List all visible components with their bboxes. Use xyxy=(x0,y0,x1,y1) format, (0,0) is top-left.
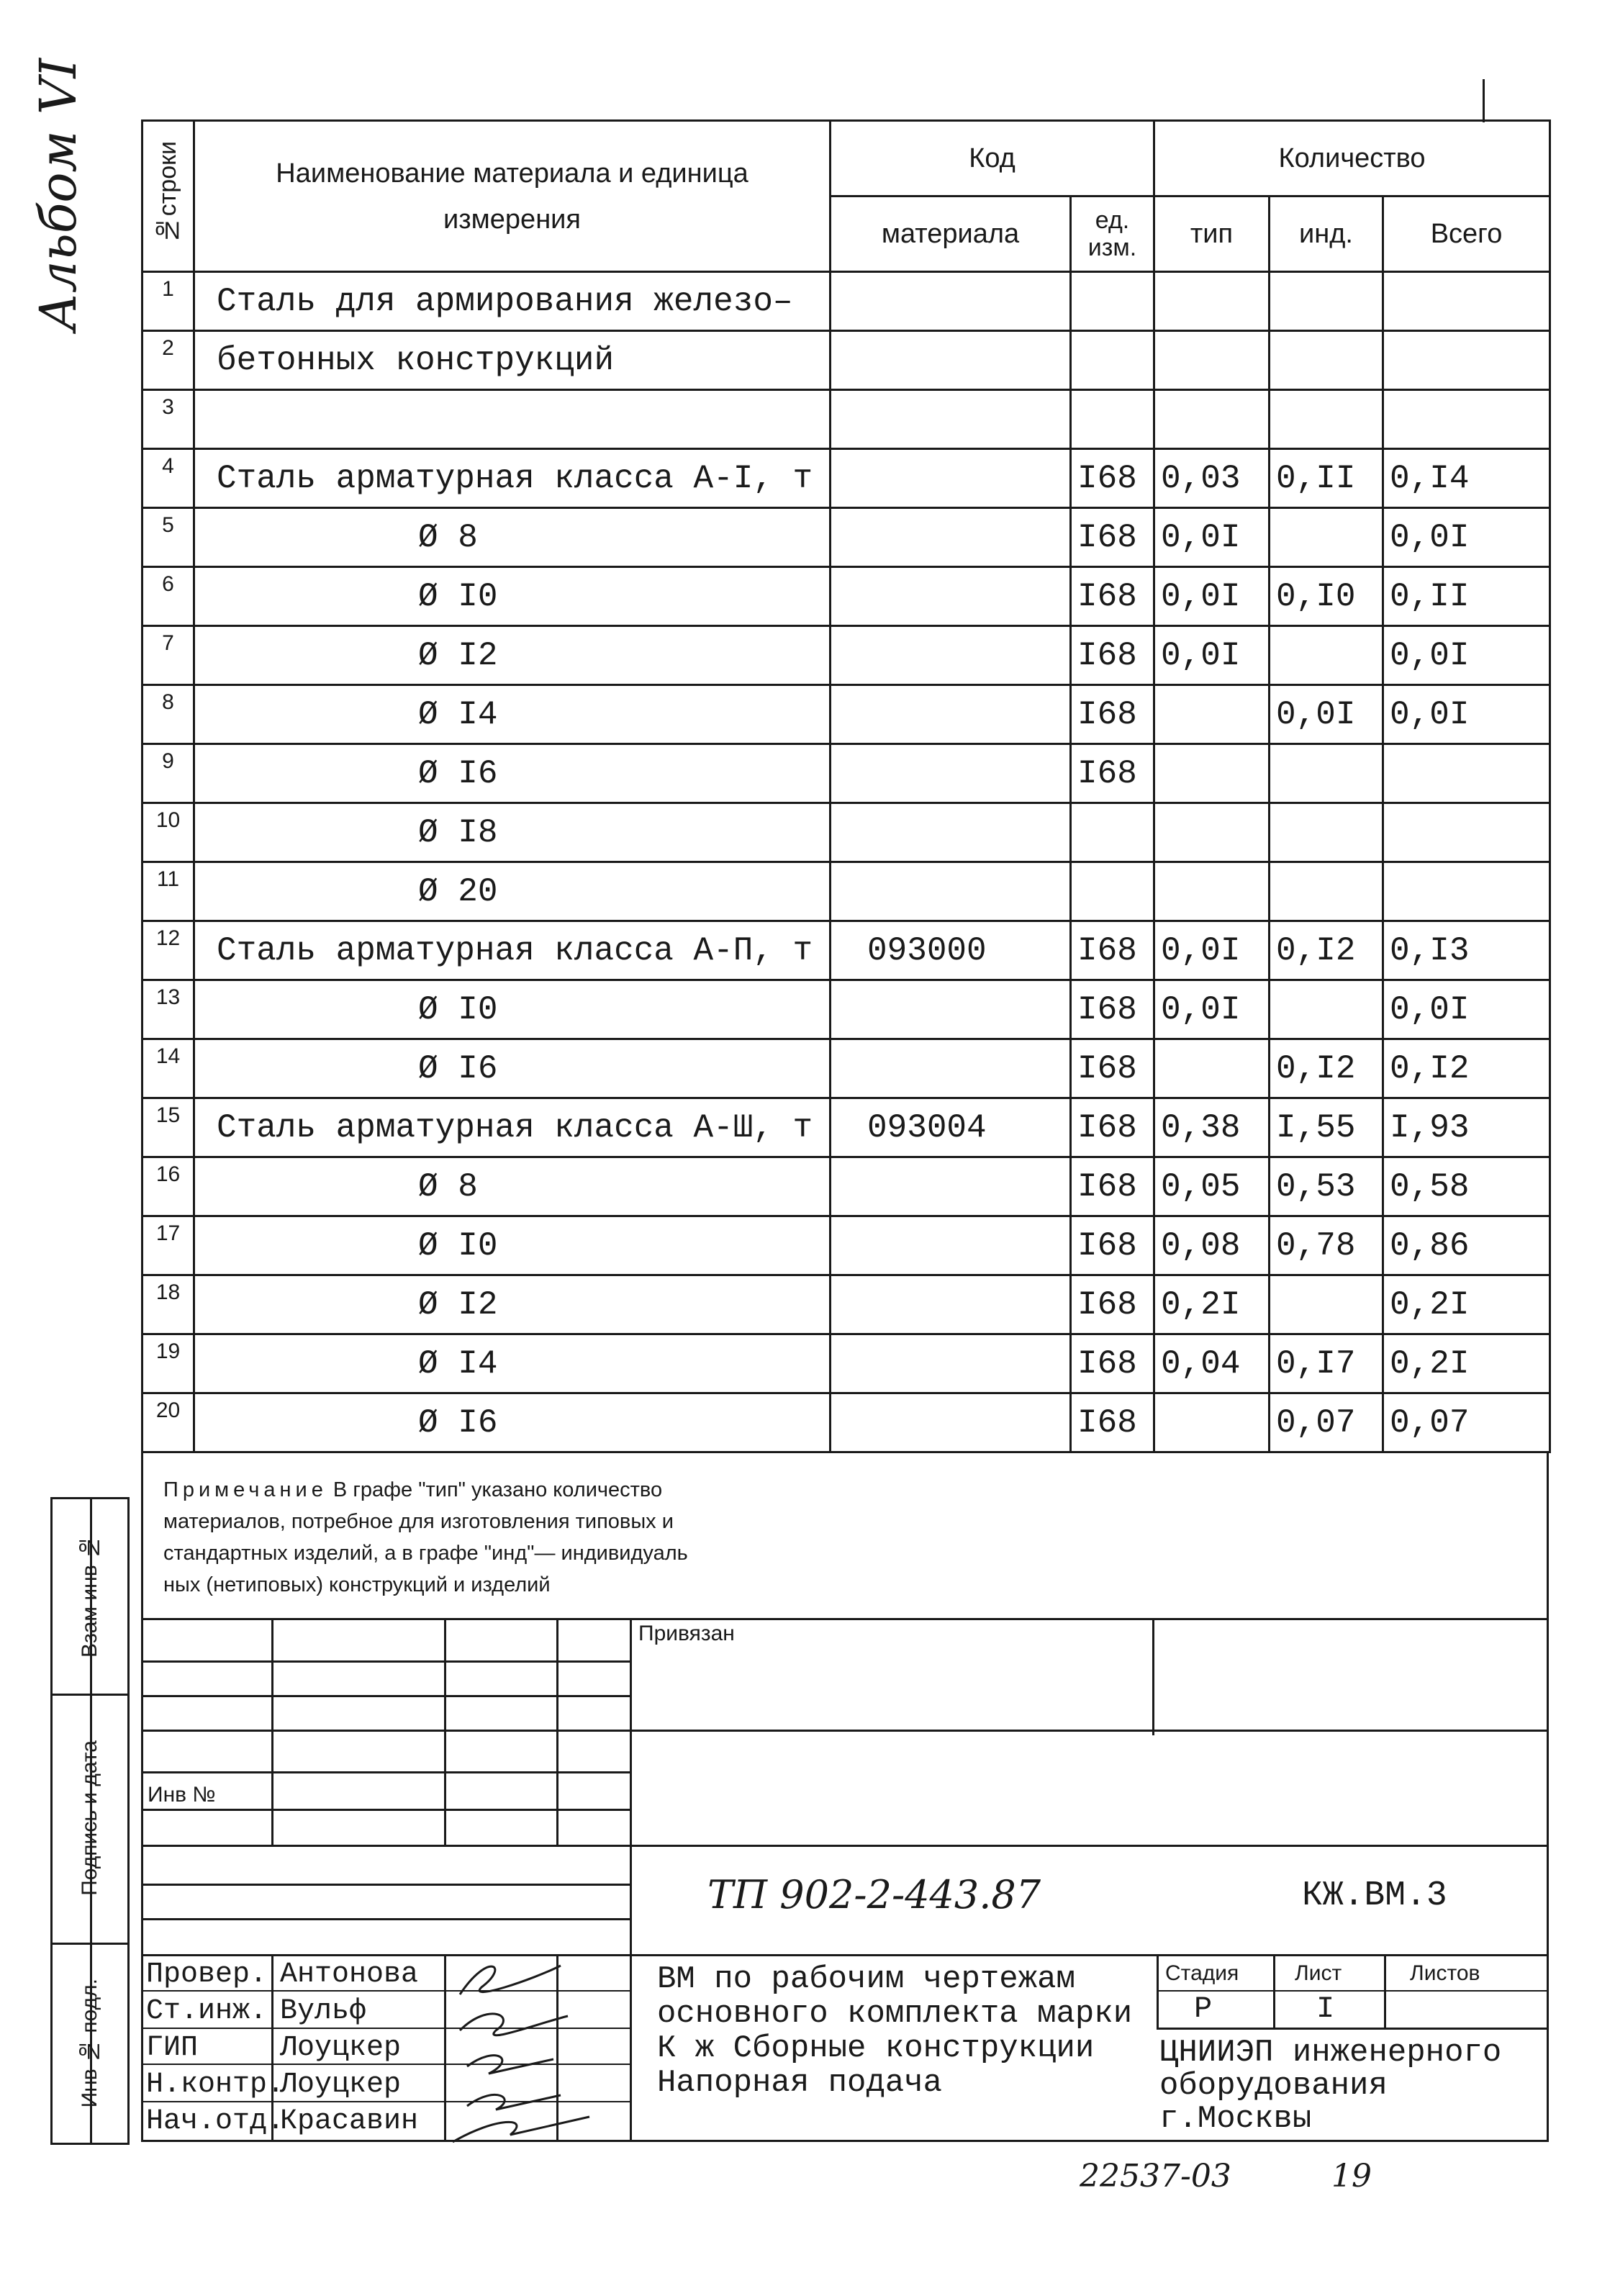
row-unit: I68 xyxy=(1071,1334,1154,1393)
sheet-label: Лист xyxy=(1295,1961,1342,1985)
row-total-qty: 0,I3 xyxy=(1383,921,1550,980)
row-number: 8 xyxy=(142,685,194,744)
table-row xyxy=(142,331,1550,390)
row-ind-qty xyxy=(1270,803,1383,862)
row-code xyxy=(831,744,1071,803)
row-unit: I68 xyxy=(1071,626,1154,685)
row-ind-qty: 0,I2 xyxy=(1270,1039,1383,1098)
table-row xyxy=(142,1334,1550,1393)
row-unit: I68 xyxy=(1071,1157,1154,1216)
signature-scribbles xyxy=(445,1937,633,2146)
row-total-qty: 0,58 xyxy=(1383,1157,1550,1216)
row-name: Ø I6 xyxy=(194,1393,831,1452)
row-name: Ø I6 xyxy=(194,744,831,803)
row-code xyxy=(831,862,1071,921)
row-type-qty: 0,0I xyxy=(1154,567,1270,626)
row-type-qty xyxy=(1154,390,1270,449)
row-unit xyxy=(1071,272,1154,331)
row-code xyxy=(831,1334,1071,1393)
side-cell-inv-podl: Инв № подл. xyxy=(78,1979,101,2108)
desc-line-3: К ж Сборные конструкции xyxy=(657,2030,1095,2066)
row-number: 11 xyxy=(142,862,194,921)
archive-number: 22537-03 xyxy=(1080,2158,1231,2195)
row-name: Ø I8 xyxy=(194,803,831,862)
row-type-qty: 0,0I xyxy=(1154,921,1270,980)
row-number: 19 xyxy=(142,1334,194,1393)
signature-name: Красавин xyxy=(280,2105,419,2138)
row-unit: I68 xyxy=(1071,449,1154,508)
table-row xyxy=(142,272,1550,331)
row-type-qty: 0,04 xyxy=(1154,1334,1270,1393)
page-number: 19 xyxy=(1331,2158,1372,2195)
row-code xyxy=(831,1275,1071,1334)
sheets-label: Листов xyxy=(1410,1961,1480,1985)
row-name: Ø 8 xyxy=(194,508,831,567)
row-total-qty xyxy=(1383,744,1550,803)
header-name: Наименование материала и единица измерения xyxy=(194,121,831,272)
privyazan-label: Привязан xyxy=(638,1622,735,1645)
row-total-qty: 0,86 xyxy=(1383,1216,1550,1275)
row-ind-qty xyxy=(1270,626,1383,685)
row-number: 18 xyxy=(142,1275,194,1334)
row-total-qty: I,93 xyxy=(1383,1098,1550,1157)
row-type-qty: 0,2I xyxy=(1154,1275,1270,1334)
row-unit: I68 xyxy=(1071,1216,1154,1275)
row-unit: I68 xyxy=(1071,744,1154,803)
row-name: Ø I0 xyxy=(194,980,831,1039)
row-unit: I68 xyxy=(1071,1039,1154,1098)
row-code xyxy=(831,1157,1071,1216)
row-number: 5 xyxy=(142,508,194,567)
sheet-value: I xyxy=(1316,1992,1335,2026)
signature-name: Вульф xyxy=(280,1995,367,2028)
table-row xyxy=(142,1275,1550,1334)
row-unit xyxy=(1071,390,1154,449)
row-code xyxy=(831,390,1071,449)
row-number: 3 xyxy=(142,390,194,449)
row-number: 1 xyxy=(142,272,194,331)
table-row xyxy=(142,744,1550,803)
row-name: Ø I0 xyxy=(194,567,831,626)
row-total-qty: 0,0I xyxy=(1383,626,1550,685)
row-unit: I68 xyxy=(1071,1393,1154,1452)
row-code xyxy=(831,1393,1071,1452)
row-ind-qty: 0,II xyxy=(1270,449,1383,508)
row-type-qty xyxy=(1154,803,1270,862)
row-number: 15 xyxy=(142,1098,194,1157)
row-number: 17 xyxy=(142,1216,194,1275)
row-type-qty xyxy=(1154,862,1270,921)
row-number: 7 xyxy=(142,626,194,685)
row-code xyxy=(831,803,1071,862)
signature-role: ГИП xyxy=(146,2032,199,2064)
row-total-qty xyxy=(1383,862,1550,921)
row-ind-qty xyxy=(1270,980,1383,1039)
row-type-qty xyxy=(1154,744,1270,803)
row-total-qty: 0,I2 xyxy=(1383,1039,1550,1098)
row-ind-qty: I,55 xyxy=(1270,1098,1383,1157)
signature-role: Провер. xyxy=(146,1958,268,1991)
row-code xyxy=(831,980,1071,1039)
table-row xyxy=(142,626,1550,685)
row-number: 2 xyxy=(142,331,194,390)
row-unit xyxy=(1071,331,1154,390)
row-code xyxy=(831,508,1071,567)
row-type-qty: 0,0I xyxy=(1154,626,1270,685)
note-label: Примечание xyxy=(163,1478,327,1501)
row-ind-qty: 0,78 xyxy=(1270,1216,1383,1275)
row-ind-qty xyxy=(1270,1275,1383,1334)
row-code xyxy=(831,272,1071,331)
table-row xyxy=(142,1393,1550,1452)
header-qty-type: тип xyxy=(1154,196,1270,272)
row-name: Сталь арматурная класса А-I, т xyxy=(194,449,831,508)
row-type-qty xyxy=(1154,331,1270,390)
signature-name: Антонова xyxy=(280,1958,419,1991)
row-total-qty: 0,0I xyxy=(1383,980,1550,1039)
desc-line-2: основного комплекта марки xyxy=(657,1996,1133,2032)
row-number: 20 xyxy=(142,1393,194,1452)
row-number: 16 xyxy=(142,1157,194,1216)
signature-role: Нач.отд. xyxy=(146,2105,285,2138)
row-type-qty xyxy=(1154,272,1270,331)
row-name: Сталь для армирования железо– xyxy=(194,272,831,331)
row-name: Ø I2 xyxy=(194,626,831,685)
row-ind-qty: 0,I7 xyxy=(1270,1334,1383,1393)
row-number: 13 xyxy=(142,980,194,1039)
signature-role: Ст.инж. xyxy=(146,1995,268,2028)
row-total-qty xyxy=(1383,331,1550,390)
row-number: 10 xyxy=(142,803,194,862)
row-name: Ø I4 xyxy=(194,1334,831,1393)
row-code xyxy=(831,567,1071,626)
org-line-2: оборудования xyxy=(1159,2068,1388,2104)
row-name: Ø I6 xyxy=(194,1039,831,1098)
row-type-qty: 0,0I xyxy=(1154,980,1270,1039)
row-type-qty: 0,38 xyxy=(1154,1098,1270,1157)
row-type-qty: 0,0I xyxy=(1154,508,1270,567)
row-type-qty: 0,03 xyxy=(1154,449,1270,508)
row-name: Ø I4 xyxy=(194,685,831,744)
row-total-qty: 0,0I xyxy=(1383,685,1550,744)
desc-line-4: Напорная подача xyxy=(657,2065,943,2101)
header-qty-ind: инд. xyxy=(1270,196,1383,272)
row-number: 12 xyxy=(142,921,194,980)
header-code: Код xyxy=(831,121,1154,196)
header-code-unit: ед. изм. xyxy=(1071,196,1154,272)
row-code: 093000 xyxy=(831,921,1071,980)
row-ind-qty: 0,53 xyxy=(1270,1157,1383,1216)
note-line-3: стандартных изделий, а в графе "инд"— индивидуаль xyxy=(163,1542,688,1565)
row-type-qty xyxy=(1154,685,1270,744)
row-total-qty: 0,2I xyxy=(1383,1334,1550,1393)
row-name: Сталь арматурная класса А-Ш, т xyxy=(194,1098,831,1157)
note-block xyxy=(141,1452,1549,1619)
row-ind-qty: 0,07 xyxy=(1270,1393,1383,1452)
desc-line-1: ВМ по рабочим чертежам xyxy=(657,1961,1075,1997)
row-name: Ø I0 xyxy=(194,1216,831,1275)
row-code xyxy=(831,1216,1071,1275)
title-block xyxy=(141,1618,1549,2142)
table-row xyxy=(142,508,1550,567)
document-code: ТП 902-2-443.87 xyxy=(707,1872,1041,1917)
table-row xyxy=(142,390,1550,449)
row-number: 14 xyxy=(142,1039,194,1098)
row-code xyxy=(831,449,1071,508)
note-line-1: В графе "тип" указано количество xyxy=(332,1478,663,1501)
row-unit: I68 xyxy=(1071,1098,1154,1157)
corner-mark xyxy=(1483,79,1485,122)
row-unit: I68 xyxy=(1071,980,1154,1039)
row-ind-qty xyxy=(1270,744,1383,803)
table-row xyxy=(142,803,1550,862)
row-ind-qty xyxy=(1270,390,1383,449)
side-cell-vzam: Взам инв № xyxy=(53,1499,127,1696)
row-ind-qty: 0,I0 xyxy=(1270,567,1383,626)
table-row xyxy=(142,980,1550,1039)
org-line-1: ЦНИИЭП инженерного xyxy=(1159,2035,1502,2071)
row-total-qty: 0,I4 xyxy=(1383,449,1550,508)
row-unit: I68 xyxy=(1071,1275,1154,1334)
row-type-qty xyxy=(1154,1039,1270,1098)
row-ind-qty xyxy=(1270,331,1383,390)
row-total-qty xyxy=(1383,390,1550,449)
row-total-qty xyxy=(1383,803,1550,862)
stage-label: Стадия xyxy=(1165,1961,1239,1985)
row-name: бетонных конструкций xyxy=(194,331,831,390)
table-row xyxy=(142,1098,1550,1157)
row-total-qty: 0,2I xyxy=(1383,1275,1550,1334)
row-number: 4 xyxy=(142,449,194,508)
table-row xyxy=(142,567,1550,626)
row-ind-qty: 0,I2 xyxy=(1270,921,1383,980)
header-quantity: Количество xyxy=(1154,121,1550,196)
row-ind-qty xyxy=(1270,272,1383,331)
row-total-qty xyxy=(1383,272,1550,331)
note-line-2: материалов, потребное для изготовления типовых и xyxy=(163,1510,674,1533)
row-code xyxy=(831,331,1071,390)
row-code: 093004 xyxy=(831,1098,1071,1157)
row-number: 9 xyxy=(142,744,194,803)
row-unit xyxy=(1071,803,1154,862)
header-qty-total: Всего xyxy=(1383,196,1550,272)
signature-name: Лоуцкер xyxy=(280,2069,402,2101)
row-code xyxy=(831,1039,1071,1098)
row-code xyxy=(831,685,1071,744)
row-unit: I68 xyxy=(1071,567,1154,626)
row-unit: I68 xyxy=(1071,508,1154,567)
row-total-qty: 0,07 xyxy=(1383,1393,1550,1452)
row-name: Ø 20 xyxy=(194,862,831,921)
row-ind-qty xyxy=(1270,508,1383,567)
row-name: Ø I2 xyxy=(194,1275,831,1334)
material-table xyxy=(141,119,1551,1453)
table-row xyxy=(142,1216,1550,1275)
stage-value: Р xyxy=(1194,1992,1213,2026)
table-row xyxy=(142,449,1550,508)
row-ind-qty xyxy=(1270,862,1383,921)
document-mark: КЖ.ВМ.3 xyxy=(1302,1876,1447,1915)
side-cell-podpis: Подпись и дата xyxy=(53,1694,127,1945)
row-type-qty: 0,08 xyxy=(1154,1216,1270,1275)
signature-role: Н.контр. xyxy=(146,2069,285,2101)
inv-no-label: Инв № xyxy=(148,1783,216,1807)
row-type-qty xyxy=(1154,1393,1270,1452)
row-number: 6 xyxy=(142,567,194,626)
table-row xyxy=(142,862,1550,921)
row-total-qty: 0,II xyxy=(1383,567,1550,626)
header-code-material: материала xyxy=(831,196,1071,272)
note-line-4: ных (нетиповых) конструкций и изделий xyxy=(163,1573,551,1596)
row-ind-qty: 0,0I xyxy=(1270,685,1383,744)
header-row-number: №строки xyxy=(142,121,194,272)
row-name: Ø 8 xyxy=(194,1157,831,1216)
org-line-3: г.Москвы xyxy=(1159,2101,1312,2137)
row-total-qty: 0,0I xyxy=(1383,508,1550,567)
signature-name: Лоуцкер xyxy=(280,2032,402,2064)
row-unit: I68 xyxy=(1071,685,1154,744)
album-mark: Альбом VI xyxy=(29,58,88,331)
table-row xyxy=(142,921,1550,980)
row-type-qty: 0,05 xyxy=(1154,1157,1270,1216)
table-row xyxy=(142,1157,1550,1216)
row-code xyxy=(831,626,1071,685)
row-unit xyxy=(1071,862,1154,921)
row-name: Сталь арматурная класса А-П, т xyxy=(194,921,831,980)
table-row xyxy=(142,685,1550,744)
row-unit: I68 xyxy=(1071,921,1154,980)
side-stamp xyxy=(50,1497,130,2145)
table-row xyxy=(142,1039,1550,1098)
row-name xyxy=(194,390,831,449)
